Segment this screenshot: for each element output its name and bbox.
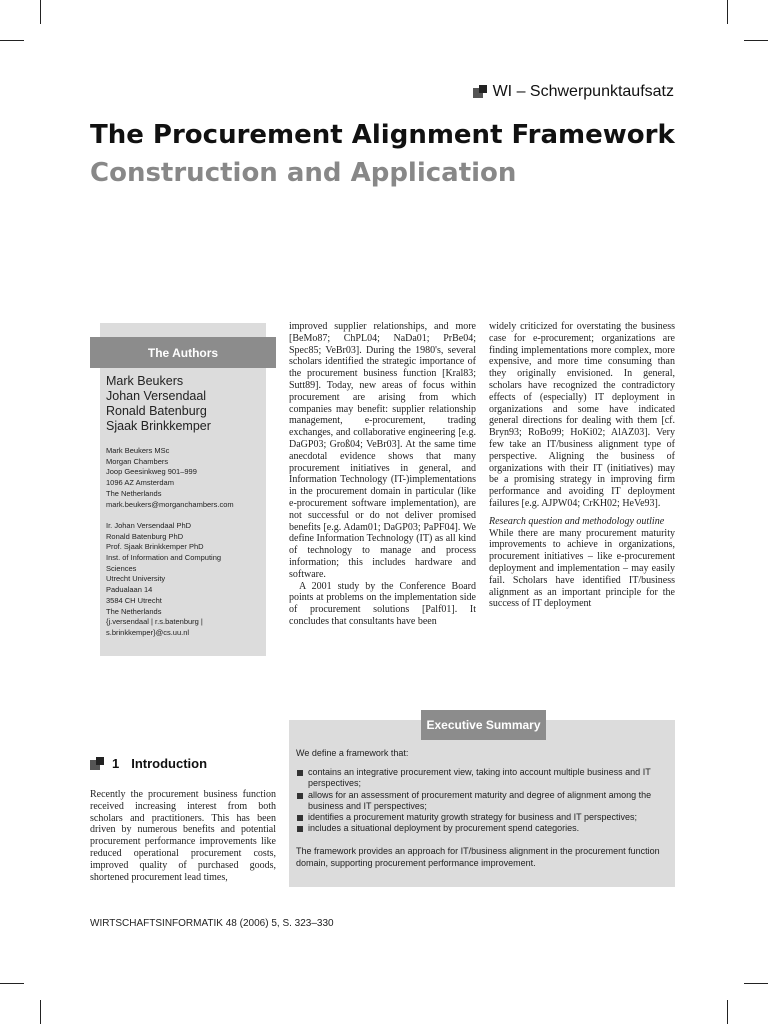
crop-mark [40, 0, 41, 24]
body-column-right [489, 321, 675, 610]
author-addresses [106, 446, 234, 639]
email-line: {j.versendaal | r.s.batenburg | [106, 617, 203, 627]
author-name: Mark Beukers [106, 374, 184, 388]
section-tag-label: WI – Schwerpunktaufsatz [492, 83, 674, 100]
address-line: Inst. of Information and Computing [106, 553, 222, 563]
body-paragraph: improved supplier relationships, and more [BeMo87; ChPL04; NaDa01; PrBe04; Spec85; VeBr03]. During the 1980's, several scholars identified the strategic importance of the procurement business function [Kral83; Sutt89]. Today, new areas of focus within procurement are arising from which companies may benefit: supplier relationship management, e-procurement, trading exchanges, and collaborative engineering [e.g. DaGP03; Groß04; VeBr03]. At the same time anecdotal evidence shows that many procurement initiatives in general, and Information Technology (IT-)implementations in the procurement domain in particular (like e-procurement software implementation), are not successful or do not deliver promised benefits [e.g. Adam01; DaGP03; PaPF04]. We define Information Technology (IT) as all kind of technology to manage and process information; this includes hardware and software. [289, 321, 476, 580]
executive-summary-closing: The framework provides an approach for IT/business alignment in the procurement function domain, supporting procurement performance improvement. [296, 846, 660, 868]
address-line: Padualaan 14 [106, 585, 153, 595]
address-line: Morgan Chambers [106, 456, 169, 466]
body-paragraph: While there are many procurement maturity improvements to achieve in organizations, procurement initiatives – like e-procurement deployment and implementation – may easily fail. Scholars have identified IT/business alignment as an important principle for the success of IT deployment [489, 527, 675, 610]
address-line: Prof. Sjaak Brinkkemper PhD [106, 542, 204, 552]
section-heading [90, 756, 207, 771]
email-line: s.brinkkemper}@cs.uu.nl [106, 627, 190, 637]
list-item: identifies a procurement maturity growth strategy for business and IT perspectives; [296, 812, 670, 823]
crop-mark [744, 983, 768, 984]
address-line: Ronald Batenburg PhD [106, 531, 184, 541]
address-line: Sciences [106, 563, 137, 573]
crop-mark [40, 1000, 41, 1024]
address-line: Mark Beukers MSc [106, 446, 170, 455]
body-paragraph: A 2001 study by the Conference Board points at problems on the implementation side of procurement solutions [Palf01]. It concludes that consultants have been [289, 580, 476, 627]
body-column-middle [289, 321, 476, 628]
executive-summary-intro: We define a framework that: [296, 748, 409, 758]
crop-mark [727, 1000, 728, 1024]
address-line: 3584 CH Utrecht [106, 595, 162, 605]
section-number: 1 [112, 756, 120, 771]
section-tag [473, 83, 674, 101]
address-line: Ir. Johan Versendaal PhD [106, 520, 192, 530]
page-footer: WIRTSCHAFTSINFORMATIK 48 (2006) 5, S. 323–330 [90, 918, 334, 929]
crop-mark [0, 40, 24, 41]
list-item: allows for an assessment of procurement maturity and degree of alignment among the business and IT perspectives; [296, 790, 670, 812]
article-title: The Procurement Alignment Framework [90, 120, 675, 150]
executive-summary-heading: Executive Summary [421, 710, 546, 740]
address-line: The Netherlands [106, 488, 162, 498]
crop-mark [744, 40, 768, 41]
address-line: 1096 AZ Amsterdam [106, 478, 174, 488]
address-spacer [106, 510, 234, 521]
author-name: Johan Versendaal [106, 389, 207, 403]
address-line: Joop Geesinkweg 901–999 [106, 467, 197, 477]
subsection-heading: Research question and methodology outline [489, 515, 665, 527]
email-line: mark.beukers@morganchambers.com [106, 499, 234, 509]
authors-heading: The Authors [90, 337, 276, 368]
crop-mark [0, 983, 24, 984]
section-square-icon [90, 757, 106, 771]
executive-summary-content [296, 748, 670, 869]
author-names [106, 374, 211, 434]
address-line: The Netherlands [106, 606, 162, 616]
author-name: Ronald Batenburg [106, 404, 207, 418]
section-title: Introduction [131, 756, 208, 771]
author-name: Sjaak Brinkkemper [106, 419, 211, 433]
article-subtitle: Construction and Application [90, 158, 517, 188]
body-paragraph: widely criticized for overstating the business case for e-procurement; organizations are finding implementations more complex, more expensive, and more time consuming than they originally envisioned. In general, scholars have recognized the contradictory effects of (especially) IT deployment in organizations and some have indicated general directions for dealing with them [cf. Bryn93; RoBo99; HoKi02; AlAZ03]. Very few take an IT/business alignment type of perspective. Aligning the business of organizations with their IT (initiatives) may be a promising strategy in improving firm performance and avoiding IT deployment failures [e.g. AJPW04; CrKH02; HeVe93]. [489, 321, 675, 509]
address-line: Utrecht University [106, 574, 166, 584]
body-paragraph: Recently the procurement business function received increasing interest from both scholars and practitioners. This has been driven by numerous benefits and potential procurement performance improvements like reduced operational procurement costs, improved quality of purchased goods, shortened procurement lead times, [90, 789, 276, 883]
crop-mark [727, 0, 728, 24]
list-item: contains an integrative procurement view, taking into account multiple business and IT perspectives; [296, 767, 670, 789]
executive-summary-list [296, 767, 670, 834]
list-item: includes a situational deployment by procurement spend categories. [296, 823, 670, 834]
section-square-icon [473, 85, 489, 99]
